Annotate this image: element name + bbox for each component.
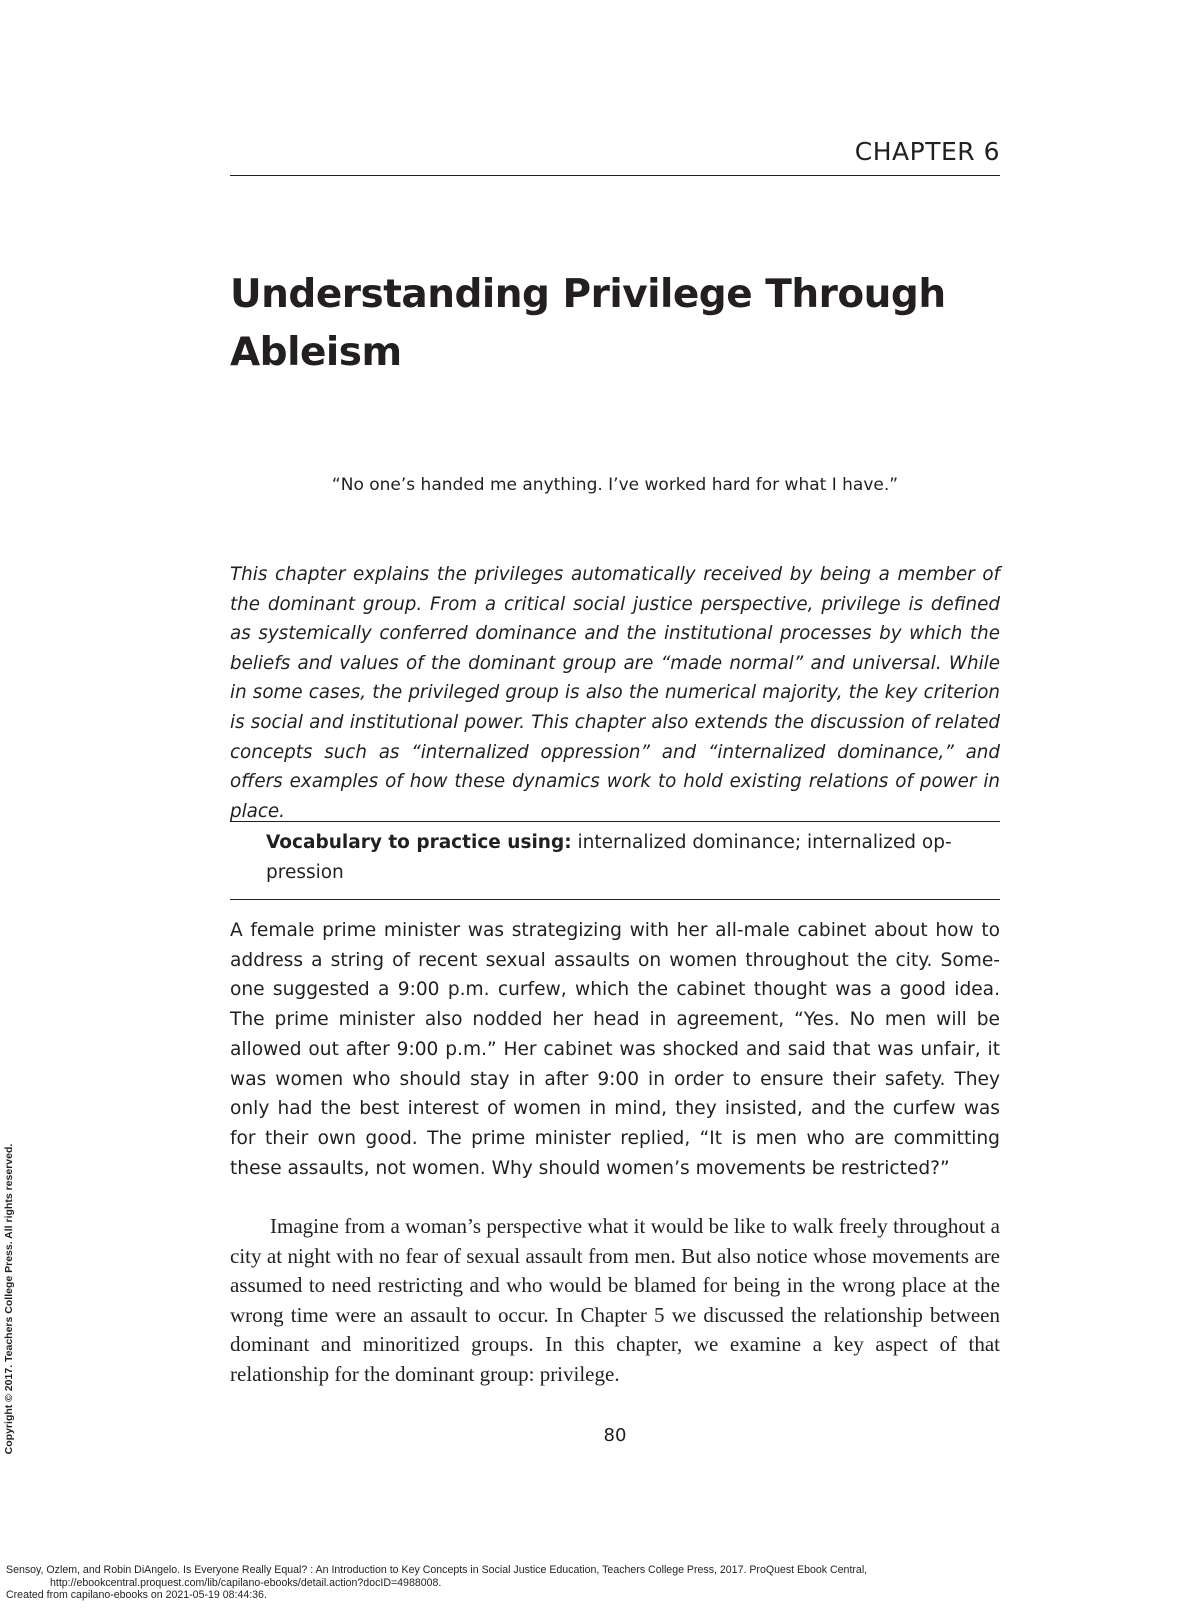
chapter-rule: [230, 175, 1000, 176]
created-timestamp: Created from capilano-ebooks on 2021-05-19 08:44:36.: [6, 1589, 267, 1601]
page-number: 80: [603, 1425, 627, 1446]
citation-line-1: Sensoy, Ozlem, and Robin DiAngelo. Is Everyone Really Equal? : An Introduction to Key Concepts in Social Justice Education, Teachers College Press, 2017. ProQuest Ebook Central,: [6, 1564, 868, 1576]
side-copyright-notice: Copyright © 2017. Teachers College Press. All rights reserved.: [3, 1143, 15, 1455]
vocabulary-top-rule: [230, 821, 1000, 822]
chapter-title-line-2: Ableism: [230, 330, 402, 375]
chapter-label: CHAPTER 6: [854, 137, 1000, 166]
footer-citation: [6, 1564, 1186, 1602]
citation-url[interactable]: http://ebookcentral.proquest.com/lib/capilano-ebooks/detail.action?docID=4988008.: [50, 1576, 442, 1589]
vocabulary-label: Vocabulary to practice using:: [266, 832, 572, 853]
vocabulary-terms: internalized dominance; internalized oppression: [266, 832, 952, 883]
chapter-title-line-1: Understanding Privilege Through: [230, 272, 946, 317]
chapter-title: [230, 266, 1000, 382]
vocabulary-bottom-rule: [230, 899, 1000, 900]
opening-vignette: A female prime minister was strategizing with her all-male cabinet about how to address a string of recent sexual assaults on women throughout the city. Someone suggested a 9:00 p.m. curfew, which the cabinet thought was a good idea. The prime minister also nodded her head in agreement, “Yes. No men will be allowed out after 9:00 p.m.” Her cabinet was shocked and said that was unfair, it was women who should stay in after 9:00 in order to ensure their safety. They only had the best interest of women in mind, they insisted, and the curfew was for their own good. The prime minister replied, “It is men who are committing these assaults, not women. Why should women’s movements be restricted?”: [230, 920, 1000, 1179]
vocabulary-box: [266, 828, 971, 888]
chapter-abstract: This chapter explains the privileges automatically received by being a member of the dominant group. From a critical social justice perspective, privilege is defined as systemically conferred dominance and the institutional processes by which the beliefs and values of the dominant group are “made normal” and universal. While in some cases, the privileged group is also the numerical majority, the key criterion is social and institutional power. This chapter also extends the discussion of related concepts such as “internalized oppression” and “internalized dominance,” and offers examples of how these dynamics work to hold existing relations of power in place.: [230, 564, 1000, 822]
body-paragraph: Imagine from a woman’s perspective what it would be like to walk freely throughout a city at night with no fear of sexual assault from men. But also notice whose movements are assumed to need restricting and who would be blamed for being in the wrong place at the wrong time were an assault to occur. In Chapter 5 we discussed the relationship between dominant and minoritized groups. In this chapter, we examine a key aspect of that relationship for the dominant group: privilege.: [230, 1214, 1000, 1386]
epigraph-quote: “No one’s handed me anything. I’ve worked hard for what I have.”: [331, 475, 899, 495]
